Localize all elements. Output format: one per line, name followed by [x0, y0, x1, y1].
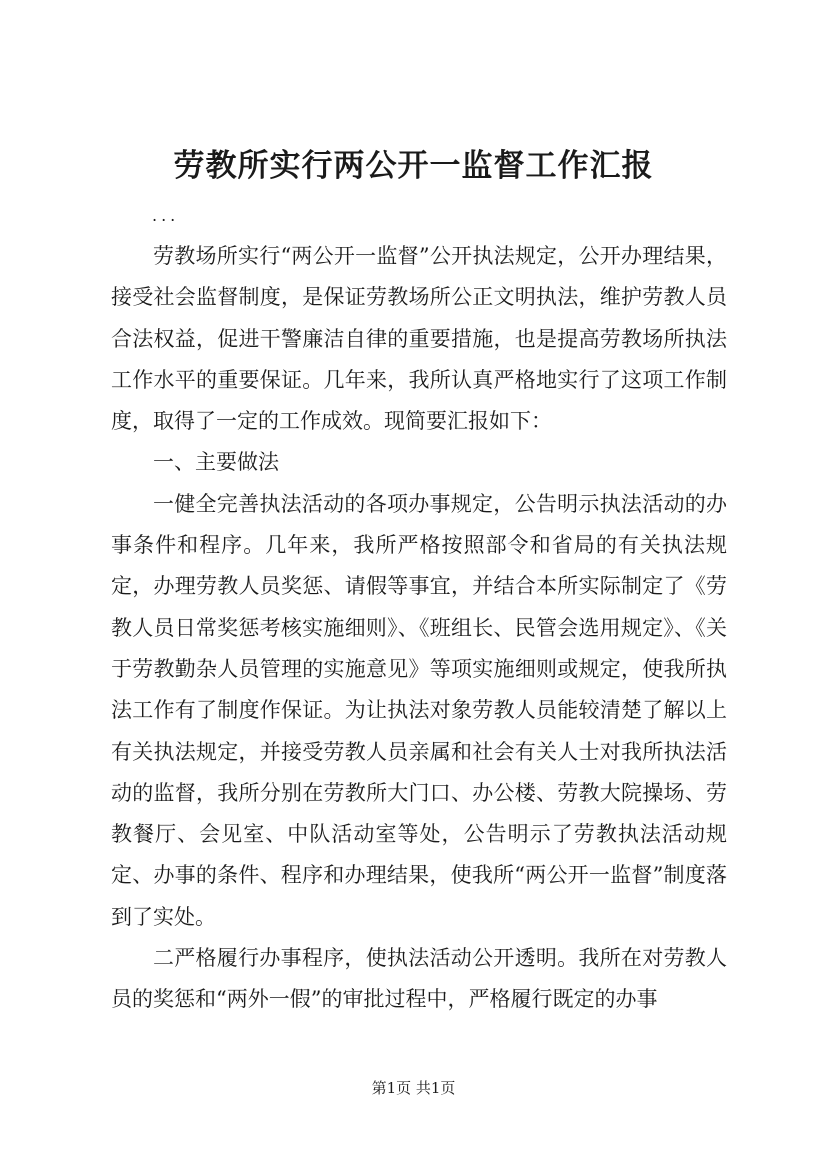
paragraph-item-1: 一健全完善执法活动的各项办事规定，公告明示执法活动的办事条件和程序。几年来，我所严格按照部令和省局的有关执法规定，办理劳教人员奖惩、请假等事宜，并结合本所实际制定了《劳教人员日常奖惩考核实施细则》、《班组长、民管会选用规定》、《关于劳教勤杂人员管理的实施意见》等项实施细则或规定，使我所执法工作有了制度作保证。为让执法对象劳教人员能较清楚了解以上有关执法规定，并接受劳教人员亲属和社会有关人士对我所执法活动的监督，我所分别在劳教所大门口、办公楼、劳教大院操场、劳教餐厅、会见室、中队活动室等处，公告明示了劳教执法活动规定、办事的条件、程序和办理结果，使我所“两公开一监督”制度落到了实处。 — [111, 491, 727, 929]
paragraph-item-2: 二严格履行办事程序，使执法活动公开透明。我所在对劳教人员的奖惩和“两外一假”的审批过程中，严格履行既定的办事 — [111, 946, 727, 1012]
section-heading: 一、主要做法 — [153, 450, 279, 475]
paragraph-intro: 劳教场所实行“两公开一监督”公开执法规定，公开办理结果，接受社会监督制度，是保证劳教场所公正文明执法，维护劳教人员合法权益，促进干警廉洁自律的重要措施，也是提高劳教场所执法工作水平的重要保证。几年来，我所认真严格地实行了这项工作制度，取得了一定的工作成效。现简要汇报如下： — [111, 244, 727, 434]
document-body — [111, 236, 727, 1021]
ellipsis-marker: ... — [152, 206, 180, 225]
page-footer: 第1页 共1页 — [371, 1079, 456, 1097]
document-title: 劳教所实行两公开一监督工作汇报 — [173, 148, 654, 184]
